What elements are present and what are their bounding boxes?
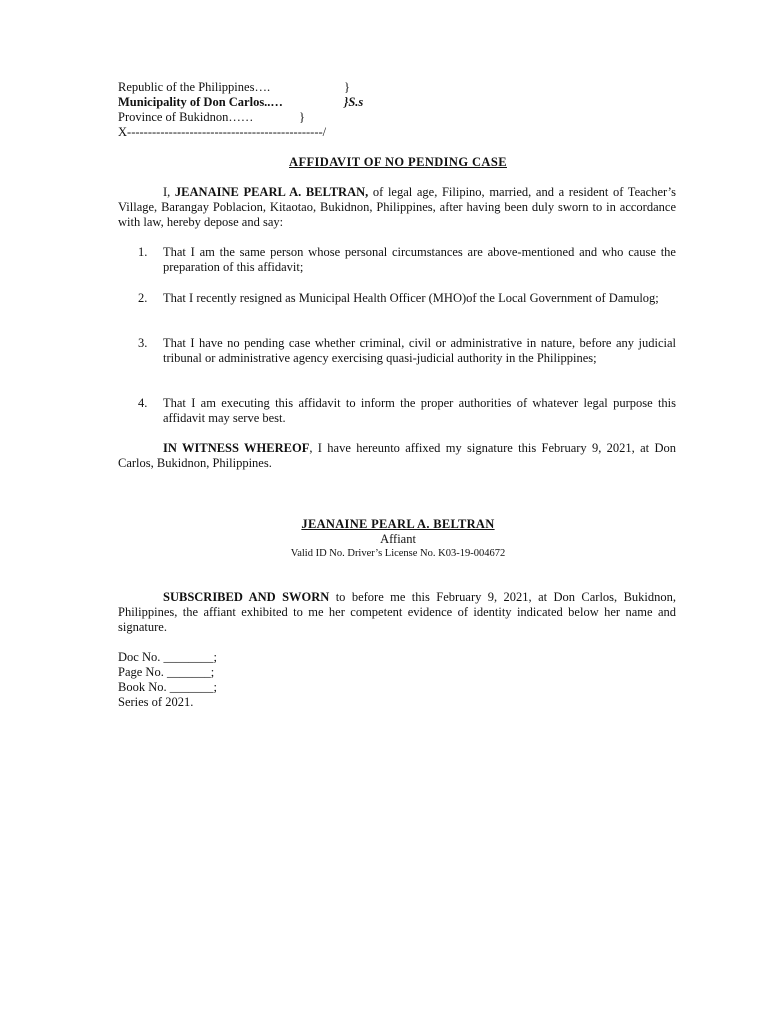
subscribed-paragraph: SUBSCRIBED AND SWORN to before me this February 9, 2021, at Don Carlos, Bukidnon, Philippines, the affiant exhibited to me her competent evidence of identity indicated below her name and signature. bbox=[118, 590, 677, 634]
notary-register bbox=[118, 650, 217, 710]
document-title: AFFIDAVIT OF NO PENDING CASE bbox=[289, 155, 507, 169]
doc-no: Doc No. ________; bbox=[118, 650, 217, 664]
list-item: 1. That I am the same person whose personal circumstances are above-mentioned and who cause the preparation of this affidavit; bbox=[138, 245, 676, 274]
venue-line-separator: X-----------------------------------------------/ bbox=[118, 125, 327, 139]
venue-line-republic: Republic of the Philippines…. } bbox=[118, 80, 350, 94]
intro-paragraph: I, JEANAINE PEARL A. BELTRAN, of legal age, Filipino, married, and a resident of Teacher’s Village, Barangay Poblacion, Kitaotao, Bukidnon, Philippines, after having been duly sworn to in accordance with law, hereby depose and say: bbox=[118, 185, 676, 229]
list-item: 2. That I recently resigned as Municipal Health Officer (MHO)of the Local Government of Damulog; bbox=[138, 291, 659, 305]
venue-line-province: Province of Bukidnon…… } bbox=[118, 110, 305, 124]
venue-header bbox=[118, 80, 364, 140]
affiant-name: JEANAINE PEARL A. BELTRAN bbox=[301, 517, 495, 531]
page-no: Page No. _______; bbox=[118, 665, 215, 679]
book-no: Book No. _______; bbox=[118, 680, 217, 694]
series: Series of 2021. bbox=[118, 695, 194, 709]
valid-id-line: Valid ID No. Driver’s License No. K03-19-004672 bbox=[290, 548, 506, 559]
witness-paragraph: IN WITNESS WHEREOF, I have hereunto affixed my signature this February 9, 2021, at Don Carlos, Bukidnon, Philippines. bbox=[118, 441, 676, 470]
affiant-role: Affiant bbox=[380, 532, 416, 546]
list-item: 3. That I have no pending case whether criminal, civil or administrative in nature, before any judicial tribunal or administrative agency exercising quasi-judicial authority in the Philippines; bbox=[138, 336, 676, 365]
venue-line-municipality: Municipality of Don Carlos..… }S.s bbox=[118, 95, 364, 109]
affiant-name-inline: JEANAINE PEARL A. BELTRAN, bbox=[174, 185, 369, 199]
list-item: 4. That I am executing this affidavit to inform the proper authorities of whatever legal purpose this affidavit may serve best. bbox=[138, 396, 676, 425]
signature-block bbox=[118, 517, 678, 561]
